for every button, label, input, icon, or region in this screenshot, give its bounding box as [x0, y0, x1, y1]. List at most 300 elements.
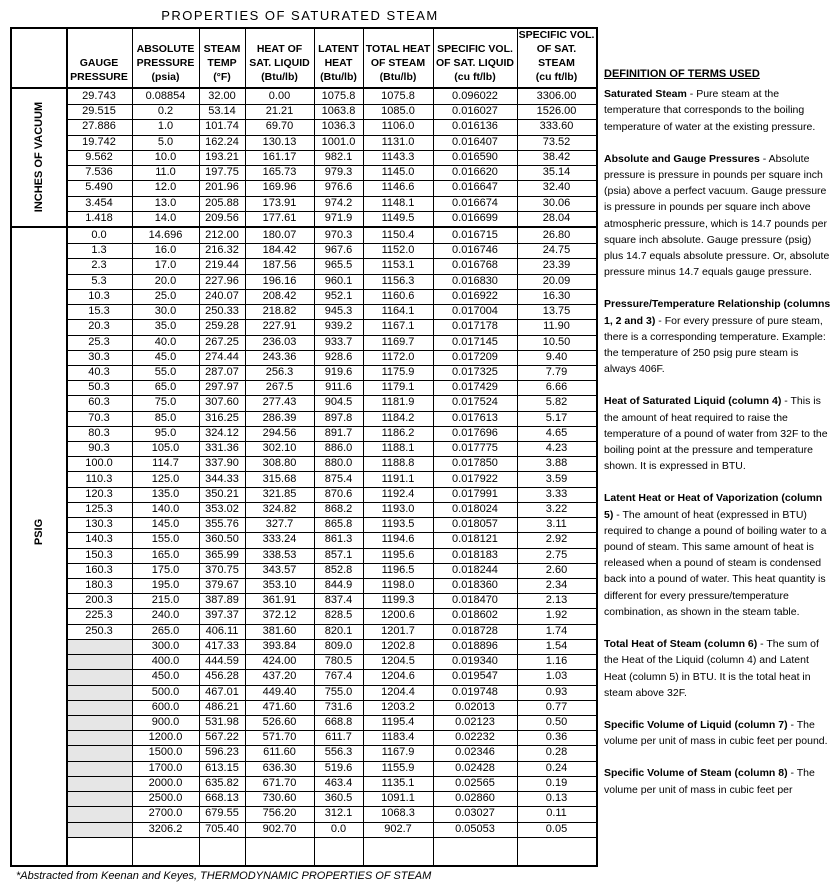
table-cell: 13.75: [542, 305, 571, 318]
table-cell: 1091.1: [381, 792, 415, 805]
column-header-line: (°F): [213, 71, 231, 83]
table-cell: 85.0: [154, 411, 177, 424]
table-cell: 20.0: [154, 274, 177, 287]
table-cell: 1068.3: [381, 807, 415, 820]
table-cell: 274.44: [205, 350, 239, 363]
definition-text: - The volume per unit of mass in cubic feet per pound.: [604, 718, 828, 748]
column-header-line: (Btu/lb): [379, 71, 417, 83]
table-cell: 1146.6: [381, 181, 415, 194]
table-cell: 0.2: [157, 105, 174, 118]
table-cell: 1153.1: [381, 259, 415, 272]
table-cell: 611.60: [263, 746, 296, 759]
table-cell: 28.04: [542, 211, 571, 224]
table-cell: 0.017613: [452, 411, 498, 424]
table-cell: 125.3: [85, 502, 113, 515]
table-cell: 15.3: [88, 305, 110, 318]
table-cell: 500.0: [151, 685, 180, 698]
table-cell: 0.017696: [452, 426, 498, 439]
table-cell: 20.3: [88, 320, 110, 333]
table-cell: 0.019547: [452, 670, 498, 683]
table-cell: 7.536: [85, 166, 113, 179]
table-cell: 381.60: [262, 624, 297, 637]
table-cell: 180.3: [85, 579, 113, 592]
table-cell: 976.6: [324, 181, 353, 194]
table-cell: 0.016746: [452, 244, 498, 257]
table-cell: 1204.6: [381, 670, 415, 683]
table-cell: 4.65: [545, 426, 568, 439]
table-cell: 820.1: [324, 624, 353, 637]
table-cell: 1500.0: [148, 746, 183, 759]
table-cell: 219.44: [205, 259, 239, 272]
table-cell: 2.92: [545, 533, 568, 546]
table-cell: 10.3: [88, 289, 110, 302]
table-cell: 69.70: [265, 120, 294, 133]
table-cell: [66, 685, 132, 700]
table-cell: 360.5: [324, 792, 353, 805]
table-cell: 267.25: [205, 335, 239, 348]
column-divider: [433, 29, 434, 865]
table-cell: 857.1: [324, 548, 353, 561]
table-cell: 671.70: [262, 776, 297, 789]
table-cell: 267.5: [265, 381, 294, 394]
table-cell: 1085.0: [381, 105, 415, 118]
table-cell: 161.17: [262, 150, 297, 163]
table-cell: 333.60: [539, 120, 574, 133]
table-cell: 0.018024: [452, 502, 498, 515]
table-cell: 1156.3: [381, 274, 415, 287]
table-cell: 1.92: [545, 609, 568, 622]
column-header-line: LATENT: [318, 43, 359, 55]
table-cell: 197.75: [205, 166, 239, 179]
table-cell: 240.07: [205, 289, 239, 302]
column-header-line: HEAT: [324, 57, 353, 69]
table-cell: 1700.0: [148, 761, 183, 774]
table-cell: [66, 715, 132, 730]
table-cell: 53.14: [208, 105, 236, 118]
table-cell: 0.017850: [452, 457, 498, 470]
table-cell: 1195.4: [381, 716, 415, 729]
table-cell: 5.0: [157, 135, 174, 148]
table-cell: 0.017178: [452, 320, 498, 333]
table-cell: 2.13: [545, 594, 568, 607]
table-cell: 110.3: [85, 472, 113, 485]
table-cell: 1150.4: [381, 228, 415, 241]
table-cell: 70.3: [88, 411, 110, 424]
table-cell: [66, 700, 132, 715]
table-cell: 175.0: [151, 563, 180, 576]
table-cell: 9.40: [545, 350, 568, 363]
definition-item: [604, 765, 832, 797]
table-cell: 307.60: [205, 396, 239, 409]
table-cell: 208.42: [262, 289, 297, 302]
vacuum-section-label: [12, 89, 66, 226]
table-cell: 0.018602: [452, 609, 498, 622]
table-cell: 0.096022: [452, 90, 498, 102]
table-cell: 35.14: [542, 166, 571, 179]
table-cell: 1181.9: [381, 396, 415, 409]
table-cell: 140.0: [151, 502, 180, 515]
column-divider: [517, 29, 518, 865]
definition-term: Absolute and Gauge Pressures: [604, 152, 760, 165]
table-cell: 26.80: [542, 228, 571, 241]
vacuum-label-text: INCHES OF VACUUM: [33, 102, 46, 213]
table-cell: 0.05053: [455, 822, 495, 835]
table-cell: 406.11: [205, 624, 239, 637]
table-cell: 338.53: [262, 548, 297, 561]
table-cell: 0.018121: [452, 533, 498, 546]
table-cell: 0.77: [545, 700, 568, 713]
table-cell: 731.6: [324, 700, 353, 713]
table-cell: 1135.1: [381, 776, 415, 789]
table-cell: 2.3: [91, 259, 107, 272]
table-cell: 294.56: [262, 426, 297, 439]
column-header-line: HEAT OF: [256, 43, 303, 55]
table-cell: 1145.0: [381, 166, 415, 179]
table-cell: 16.0: [154, 244, 177, 257]
table-cell: 45.0: [154, 350, 177, 363]
table-cell: 668.8: [324, 716, 353, 729]
table-cell: 20.09: [542, 274, 571, 287]
table-cell: 327.7: [265, 518, 294, 531]
table-cell: 1131.0: [381, 135, 415, 148]
column-header-line: TEMP: [207, 57, 237, 69]
table-cell: 227.91: [262, 320, 297, 333]
definition-text: - The amount of heat (expressed in BTU) required to change a pound of boiling water to a pound of steam. This same amount of heat is released when a pound of steam is condensed back into a pound of water. This heat quantity is different for every pressure/temperature combination, as shown in the steam table.: [604, 508, 827, 618]
table-cell: 1.16: [545, 655, 568, 668]
table-cell: 767.4: [324, 670, 353, 683]
psig-section-label: [12, 228, 66, 837]
table-cell: 365.99: [205, 548, 239, 561]
table-cell: 250.33: [205, 305, 239, 318]
table-cell: 379.67: [205, 579, 239, 592]
table-cell: 200.3: [85, 594, 113, 607]
table-cell: [66, 730, 132, 745]
table-cell: 30.3: [88, 350, 110, 363]
definition-text: - This is the amount of heat required to raise the temperature of a pound of water from 32F to the boiling point at the pressure and temperature shown. It is expressed in BTU.: [604, 395, 828, 473]
table-cell: 1193.0: [381, 502, 415, 515]
table-cell: 0.016699: [452, 211, 498, 224]
table-cell: 0.08854: [145, 90, 186, 102]
table-cell: 755.0: [324, 685, 353, 698]
table-cell: [66, 669, 132, 684]
table-cell: 0.016674: [452, 196, 498, 209]
table-cell: 531.98: [205, 716, 239, 729]
table-cell: 870.6: [324, 487, 353, 500]
table-cell: 0.017325: [452, 365, 498, 378]
table-cell: 212.00: [205, 228, 239, 241]
section-separator: [12, 87, 596, 89]
table-cell: 355.76: [205, 518, 239, 531]
table-cell: 1184.2: [381, 411, 415, 424]
table-cell: [66, 745, 132, 760]
table-cell: 1204.5: [381, 655, 415, 668]
table-cell: 27.886: [82, 120, 116, 133]
table-cell: 891.7: [324, 426, 353, 439]
definitions-heading: DEFINITION OF TERMS USED: [604, 68, 760, 80]
table-cell: 1172.0: [381, 350, 415, 363]
table-cell: 1188.1: [381, 442, 415, 455]
column-header-line: STEAM: [203, 43, 241, 55]
table-cell: 668.13: [205, 792, 239, 805]
table-cell: 3306.00: [536, 90, 577, 102]
definition-item: [604, 717, 832, 749]
table-cell: 1063.8: [321, 105, 356, 118]
column-header-line: OF SAT. STEAM: [536, 43, 577, 69]
table-cell: 38.42: [542, 150, 571, 163]
table-cell: 4.23: [545, 442, 568, 455]
table-cell: 3.11: [546, 518, 567, 531]
table-cell: 90.3: [88, 442, 110, 455]
table-cell: 611.7: [325, 731, 352, 744]
table-cell: 150.3: [85, 548, 113, 561]
table-cell: 3.88: [545, 457, 568, 470]
table-cell: 1188.8: [381, 457, 415, 470]
definition-item: [604, 490, 832, 620]
definition-term: Pressure/Temperature Relationship (columns 1, 2 and 3): [604, 298, 831, 327]
table-cell: 1.3: [91, 244, 107, 257]
column-header: [314, 29, 363, 87]
table-cell: 911.6: [325, 381, 352, 394]
table-cell: 316.25: [205, 411, 239, 424]
table-cell: 939.2: [324, 320, 353, 333]
table-cell: 101.74: [205, 120, 239, 133]
column-header-line: TOTAL HEAT: [365, 43, 431, 55]
table-cell: 165.73: [262, 166, 297, 179]
table-cell: 567.22: [205, 731, 239, 744]
table-cell: 236.03: [262, 335, 297, 348]
table-cell: [66, 639, 132, 654]
table-cell: 29.515: [82, 105, 116, 118]
table-cell: 0.016136: [452, 120, 498, 133]
definitions-list: [604, 86, 832, 798]
table-cell: 400.0: [151, 655, 180, 668]
table-cell: 218.82: [262, 305, 297, 318]
table-cell: 1152.0: [381, 244, 415, 257]
table-cell: 196.16: [262, 274, 297, 287]
table-cell: 756.20: [262, 807, 297, 820]
table-cell: 140.3: [85, 533, 113, 546]
table-cell: 162.24: [205, 135, 239, 148]
column-header-line: (cu ft/lb): [454, 71, 496, 83]
definition-text: - The volume per unit of mass in cubic feet per: [604, 767, 815, 796]
table-cell: 0.017209: [452, 350, 498, 363]
table-cell: 0.24: [545, 761, 568, 774]
table-cell: 3.33: [545, 487, 568, 500]
column-header: [66, 29, 132, 87]
table-cell: 0.017145: [452, 335, 498, 348]
table-cell: 0.017429: [452, 381, 498, 394]
table-cell: 2000.0: [148, 776, 183, 789]
table-cell: 928.6: [324, 350, 353, 363]
table-cell: 130.3: [85, 518, 113, 531]
table-cell: 209.56: [205, 211, 239, 224]
table-cell: 370.75: [205, 563, 239, 576]
table-cell: 1167.9: [381, 746, 415, 759]
table-cell: 14.696: [148, 228, 183, 241]
table-cell: 0.016620: [452, 166, 498, 179]
table-cell: 1194.6: [381, 533, 415, 546]
table-cell: 0.05: [545, 822, 568, 835]
table-cell: 3.59: [545, 472, 568, 485]
definition-term: Total Heat of Steam (column 6): [604, 638, 758, 651]
table-cell: 0.018244: [452, 563, 498, 576]
table-cell: 1164.1: [381, 305, 415, 318]
column-header: [363, 29, 433, 87]
table-cell: 10.0: [154, 150, 177, 163]
table-cell: 844.9: [324, 579, 353, 592]
column-header-line: SPECIFIC VOL.: [437, 43, 513, 55]
table-cell: 0.017775: [452, 442, 498, 455]
table-cell: 2.75: [545, 548, 568, 561]
table-cell: 265.0: [151, 624, 180, 637]
table-cell: 970.3: [324, 228, 353, 241]
table-cell: 1196.5: [381, 563, 415, 576]
table-cell: 2.60: [545, 563, 568, 576]
table-cell: 1175.9: [381, 365, 415, 378]
table-cell: 0.02346: [455, 746, 495, 759]
table-cell: 0.02428: [455, 761, 495, 774]
table-cell: 0.016768: [452, 259, 498, 272]
column-header-line: (Btu/lb): [261, 71, 298, 83]
table-cell: 1.54: [545, 639, 568, 652]
table-cell: 302.10: [262, 442, 297, 455]
table-cell: 75.0: [154, 396, 177, 409]
table-cell: 135.0: [151, 487, 180, 500]
table-cell: 519.6: [324, 761, 353, 774]
table-cell: 960.1: [324, 274, 353, 287]
steam-table: [10, 27, 598, 867]
table-cell: 444.59: [205, 655, 239, 668]
table-cell: 1201.7: [381, 624, 415, 637]
table-cell: 868.2: [324, 502, 353, 515]
table-cell: 1204.4: [381, 685, 415, 698]
table-cell: 11.90: [543, 320, 570, 333]
definition-term: Saturated Steam: [604, 88, 687, 101]
table-cell: 417.33: [205, 639, 239, 652]
table-cell: 215.0: [151, 594, 180, 607]
table-cell: 312.1: [324, 807, 353, 820]
column-header-line: GAUGE: [79, 57, 119, 69]
column-divider: [245, 29, 246, 865]
column-divider: [363, 29, 364, 865]
column-header-line: SAT. LIQUID: [249, 57, 310, 69]
table-cell: 1075.8: [381, 90, 415, 102]
table-cell: 0.016647: [452, 181, 498, 194]
table-cell: 240.0: [151, 609, 180, 622]
table-cell: 1.03: [545, 670, 568, 683]
table-cell: 0.11: [546, 807, 567, 820]
table-cell: 259.28: [205, 320, 239, 333]
table-cell: 449.40: [262, 685, 297, 698]
table-cell: 360.50: [205, 533, 239, 546]
definition-item: [604, 636, 832, 701]
table-cell: 321.85: [262, 487, 297, 500]
table-cell: 880.0: [324, 457, 353, 470]
table-cell: 0.017922: [452, 472, 498, 485]
column-header-line: (psia): [151, 71, 180, 83]
table-cell: 30.06: [542, 196, 571, 209]
table-cell: 10.50: [542, 335, 571, 348]
table-cell: 256.3: [265, 365, 294, 378]
table-cell: 225.3: [85, 609, 113, 622]
column-header: [433, 29, 517, 87]
table-cell: 2.34: [545, 579, 568, 592]
table-cell: 456.28: [205, 670, 239, 683]
table-cell: 979.3: [324, 166, 353, 179]
table-cell: 1186.2: [381, 426, 415, 439]
table-cell: 875.4: [324, 472, 353, 485]
definition-item: [604, 86, 832, 135]
table-cell: 25.3: [88, 335, 110, 348]
table-cell: 17.0: [154, 259, 177, 272]
table-cell: 35.0: [154, 320, 177, 333]
table-cell: 933.7: [324, 335, 353, 348]
table-cell: 967.6: [324, 244, 353, 257]
table-cell: 809.0: [324, 639, 353, 652]
table-cell: 105.0: [151, 442, 180, 455]
table-cell: 177.61: [262, 211, 297, 224]
definition-term: Specific Volume of Liquid (column 7): [604, 718, 788, 731]
table-cell: 0.017524: [452, 396, 498, 409]
table-cell: 30.0: [154, 305, 177, 318]
table-cell: 571.70: [262, 731, 297, 744]
table-cell: 852.8: [324, 563, 353, 576]
table-cell: 982.1: [324, 150, 353, 163]
table-cell: 0.016715: [452, 228, 498, 241]
table-cell: 0.016027: [452, 105, 498, 118]
table-cell: 60.3: [88, 396, 110, 409]
table-cell: 155.0: [151, 533, 180, 546]
table-cell: [66, 761, 132, 776]
column-header-line: PRESSURE: [70, 71, 128, 83]
table-cell: 287.07: [205, 365, 239, 378]
table-cell: 1191.1: [381, 472, 415, 485]
table-cell: 6.66: [545, 381, 568, 394]
definition-text: - The sum of the Heat of the Liquid (column 4) and Latent Heat (column 5) in BTU. It is the total heat in steam above 32F.: [604, 638, 819, 699]
table-cell: 1199.3: [381, 594, 415, 607]
table-cell: 1195.6: [381, 548, 415, 561]
table-cell: 32.00: [208, 90, 236, 102]
table-cell: 0.28: [545, 746, 568, 759]
table-cell: 902.70: [262, 822, 297, 835]
table-cell: 393.84: [262, 639, 297, 652]
section-separator: [12, 226, 596, 228]
table-cell: 0.019748: [452, 685, 498, 698]
table-cell: 95.0: [154, 426, 177, 439]
definitions-panel: [604, 66, 832, 814]
table-cell: 11.0: [155, 166, 176, 179]
table-cell: 0.016590: [452, 150, 498, 163]
column-header: [517, 29, 596, 87]
table-cell: 55.0: [154, 365, 177, 378]
table-cell: 0.0: [91, 228, 107, 241]
table-cell: 100.0: [85, 457, 113, 470]
table-cell: 324.12: [205, 426, 239, 439]
table-cell: 919.6: [324, 365, 353, 378]
definition-text: - For every pressure of pure steam, there is a corresponding temperature. Example: the temperature of 250 psig pure steam is always 406F.: [604, 314, 826, 376]
table-cell: 243.36: [262, 350, 297, 363]
table-cell: 971.9: [324, 211, 353, 224]
table-cell: 0.02565: [455, 776, 495, 789]
table-cell: 463.4: [324, 776, 353, 789]
table-cell: 3206.2: [148, 822, 183, 835]
table-cell: 32.40: [542, 181, 571, 194]
table-cell: 437.20: [262, 670, 297, 683]
table-cell: 1167.1: [381, 320, 415, 333]
table-cell: 0.016922: [452, 289, 498, 302]
table-cell: 193.21: [205, 150, 239, 163]
table-cell: 23.39: [542, 259, 571, 272]
